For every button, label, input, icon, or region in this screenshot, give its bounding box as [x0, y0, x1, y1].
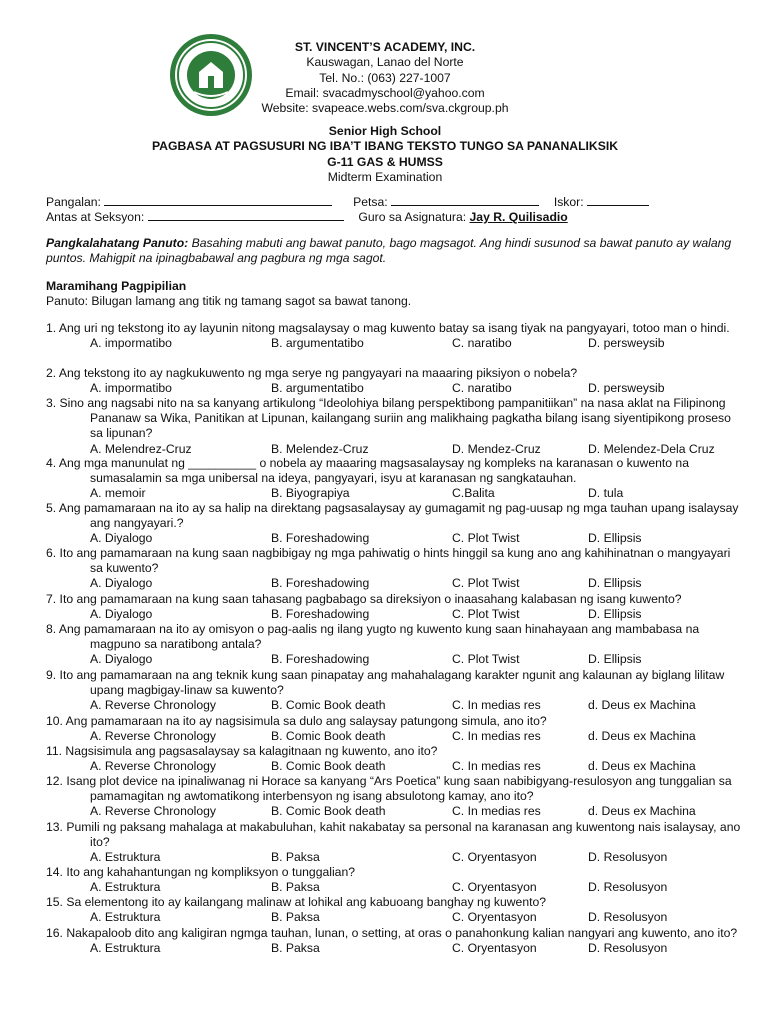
answer-option[interactable]: B. argumentatibo: [271, 336, 364, 351]
answer-option[interactable]: A. Diyalogo: [90, 531, 153, 546]
answer-option[interactable]: A. Reverse Chronology: [90, 698, 216, 713]
answer-option[interactable]: B. Paksa: [271, 941, 320, 956]
answer-option[interactable]: d. Deus ex Machina: [588, 698, 696, 713]
question-stem: [46, 774, 746, 804]
question-text: Nagsisimula ang pagsasalaysay sa kalagitnaan ng kuwento, ano ito?: [62, 744, 438, 758]
question-stem: [46, 456, 746, 486]
school-tel: Tel. No.: (063) 227-1007: [319, 70, 451, 85]
answer-option[interactable]: A. Reverse Chronology: [90, 804, 216, 819]
answer-option[interactable]: D. Resolusyon: [588, 910, 668, 925]
question-number: 5.: [46, 501, 57, 515]
score-field[interactable]: [587, 194, 649, 206]
school-header: [200, 40, 570, 116]
answer-option[interactable]: B. Comic Book death: [271, 759, 386, 774]
answer-options: [46, 486, 746, 501]
answer-option[interactable]: A. Estruktura: [90, 850, 161, 865]
answer-option[interactable]: A. Diyalogo: [90, 652, 153, 667]
answer-option[interactable]: d. Deus ex Machina: [588, 729, 696, 744]
name-label: Pangalan:: [46, 195, 101, 209]
answer-option[interactable]: D. tula: [588, 486, 624, 501]
answer-option[interactable]: C. In medias res: [452, 804, 541, 819]
question-stem: [46, 895, 746, 910]
exam-grade: G-11 GAS & HUMSS: [327, 154, 443, 169]
question-text: Ang pamamaraan na ito ay nagsisimula sa dulo ang salaysay patungong simula, ano ito?: [62, 714, 547, 728]
question-item: [46, 501, 746, 547]
question-number: 8.: [46, 622, 57, 636]
answer-option[interactable]: B. argumentatibo: [271, 381, 364, 396]
answer-option[interactable]: C. naratibo: [452, 336, 512, 351]
answer-option[interactable]: C. Plot Twist: [452, 652, 520, 667]
answer-options: [46, 442, 746, 457]
exam-level: Senior High School: [328, 124, 442, 138]
answer-option[interactable]: d. Deus ex Machina: [588, 759, 696, 774]
question-stem: [46, 865, 746, 880]
question-text: Ito ang pamamaraan na kung saan nagbibigay ng mga pahiwatig o hints hinggil sa kung ano ang kahihinatnan o mangyayari sa kuwento?: [56, 546, 731, 576]
general-instructions-label: Pangkalahatang Panuto:: [46, 236, 189, 250]
answer-option[interactable]: C. In medias res: [452, 698, 541, 713]
answer-option[interactable]: C. Plot Twist: [452, 607, 520, 622]
answer-option[interactable]: B. Paksa: [271, 850, 320, 865]
question-number: 7.: [46, 592, 57, 606]
date-field[interactable]: [391, 194, 539, 206]
answer-option[interactable]: A. Estruktura: [90, 910, 161, 925]
section-title: Maramihang Pagpipilian: [46, 279, 187, 293]
question-item: [46, 592, 746, 622]
answer-option[interactable]: D. Resolusyon: [588, 850, 668, 865]
question-number: 16.: [46, 926, 63, 940]
answer-option[interactable]: D. Ellipsis: [588, 576, 642, 591]
answer-option[interactable]: B. Comic Book death: [271, 729, 386, 744]
school-website: Website: svapeace.webs.com/sva.ckgroup.ph: [261, 101, 509, 116]
answer-option[interactable]: C. In medias res: [452, 729, 541, 744]
exam-subject: PAGBASA AT PAGSUSURI NG IBA’T IBANG TEKSTO TUNGO SA PANANALIKSIK: [151, 139, 619, 154]
answer-options: [46, 941, 746, 956]
answer-option[interactable]: A. Reverse Chronology: [90, 729, 216, 744]
school-address: Kauswagan, Lanao del Norte: [306, 55, 464, 70]
section-instruction: Panuto: Bilugan lamang ang titik ng tamang sagot sa bawat tanong.: [46, 294, 412, 308]
answer-option[interactable]: A. Estruktura: [90, 880, 161, 895]
question-item: [46, 714, 746, 744]
question-stem: [46, 714, 746, 729]
question-number: 12.: [46, 774, 63, 788]
name-field[interactable]: [104, 194, 332, 206]
question-stem: [46, 668, 746, 698]
score-label: Iskor:: [553, 195, 584, 209]
question-number: 10.: [46, 714, 63, 728]
question-text: Pumili ng paksang mahalaga at makabuluhan, kahit nakabatay sa personal na karanasan ang kuwentong nais isalaysay, ano ito?: [62, 820, 741, 850]
question-stem: [46, 366, 746, 381]
answer-options: [46, 910, 746, 925]
question-stem: [46, 592, 746, 607]
answer-option[interactable]: C. Plot Twist: [452, 576, 520, 591]
question-number: 4.: [46, 456, 57, 470]
answer-option[interactable]: A. Reverse Chronology: [90, 759, 216, 774]
answer-option[interactable]: B. Foreshadowing: [271, 531, 370, 546]
question-item: [46, 865, 746, 895]
answer-option[interactable]: B. Foreshadowing: [271, 652, 370, 667]
section-label: Antas at Seksyon:: [46, 210, 145, 224]
answer-option[interactable]: B. Biyograpiya: [271, 486, 350, 501]
teacher-label: Guro sa Asignatura:: [358, 210, 467, 224]
answer-option[interactable]: C.Balita: [452, 486, 495, 501]
question-text: Ito ang kahahantungan ng kompliksyon o tunggalian?: [62, 865, 355, 879]
answer-option[interactable]: B. Foreshadowing: [271, 607, 370, 622]
school-email: Email: svacadmyschool@yahoo.com: [285, 85, 485, 100]
answer-option[interactable]: A. impormatibo: [90, 381, 172, 396]
answer-option[interactable]: B. Paksa: [271, 880, 320, 895]
question-number: 13.: [46, 820, 63, 834]
answer-option[interactable]: A. memoir: [90, 486, 146, 501]
question-item: [46, 456, 746, 502]
question-number: 14.: [46, 865, 63, 879]
answer-option[interactable]: D. Resolusyon: [588, 941, 668, 956]
answer-options: [46, 576, 746, 591]
answer-option[interactable]: D. persweysib: [588, 336, 665, 351]
question-item: [46, 744, 746, 774]
question-stem: [46, 396, 746, 442]
question-text: Sa elementong ito ay kailangang malinaw at lohikal ang kabuoang banghay ng kuwento?: [62, 895, 547, 909]
answer-option[interactable]: B. Foreshadowing: [271, 576, 370, 591]
question-item: [46, 668, 746, 714]
teacher-name: Jay R. Quilisadio: [469, 210, 568, 224]
exam-header: [100, 124, 670, 185]
question-number: 9.: [46, 668, 57, 682]
question-item: [46, 820, 746, 866]
question-item: [46, 895, 746, 925]
answer-option[interactable]: A. Diyalogo: [90, 607, 153, 622]
question-stem: [46, 321, 746, 336]
answer-options: [46, 698, 746, 713]
answer-option[interactable]: B. Comic Book death: [271, 698, 386, 713]
answer-options: [46, 531, 746, 546]
answer-option[interactable]: C. Oryentasyon: [452, 910, 537, 925]
question-number: 3.: [46, 396, 57, 410]
question-number: 6.: [46, 546, 57, 560]
question-item: [46, 622, 746, 668]
question-text: Ang mga manunulat ng __________ o nobela ay maaaring magsasalaysay ng kompleks na karanasan o kuwento na sumasalamin sa mga unibersal na ideya, pangyayari, isyu at karanasan ng sangkatauhan.: [56, 456, 689, 486]
answer-options: [46, 652, 746, 667]
answer-option[interactable]: C. Oryentasyon: [452, 850, 537, 865]
question-text: Ang uri ng tekstong ito ay layunin nitong magsalaysay o mag kuwento batay sa isang tiyak na pangyayari, totoo man o hindi.: [56, 321, 730, 335]
answer-option[interactable]: D. Mendez-Cruz: [452, 441, 541, 456]
question-stem: [46, 926, 746, 941]
question-item: [46, 396, 746, 457]
question-number: 1.: [46, 321, 57, 335]
answer-option[interactable]: C. Oryentasyon: [452, 941, 537, 956]
general-instructions: [46, 236, 746, 267]
answer-option[interactable]: D. Ellipsis: [588, 652, 642, 667]
question-number: 11.: [46, 744, 63, 758]
answer-option[interactable]: C. Oryentasyon: [452, 880, 537, 895]
question-item: [46, 774, 746, 820]
answer-option[interactable]: A. Estruktura: [90, 941, 161, 956]
question-text: Isang plot device na ipinaliwanag ni Horace sa kanyang “Ars Poetica” kung saan nabibigyang-resulosyon ang tunggalian sa pamamagitan ng awtomatikong interbensyon ng isang absulotong kamay, ano ito?: [62, 774, 732, 804]
question-text: Ang pamamaraan na ito ay sa halip na direktang pagsasalaysay ay gumagamit ng pag-uusap ng mga tauhan upang isalaysay ang nangyayari.?: [56, 501, 739, 531]
question-number: 2.: [46, 366, 57, 380]
question-stem: [46, 546, 746, 576]
answer-options: [46, 880, 746, 895]
answer-options: [46, 804, 746, 819]
question-item: [46, 321, 746, 351]
answer-options: [46, 336, 746, 351]
answer-option[interactable]: d. Deus ex Machina: [588, 804, 696, 819]
question-number: 15.: [46, 895, 63, 909]
answer-option[interactable]: A. Melendrez-Cruz: [90, 441, 192, 456]
section-field[interactable]: [148, 209, 344, 221]
student-info-row: [46, 194, 649, 210]
answer-option[interactable]: A. impormatibo: [90, 336, 172, 351]
answer-option[interactable]: C. Plot Twist: [452, 531, 520, 546]
exam-title: Midterm Examination: [327, 169, 443, 184]
question-text: Ito ang pamamaraan na kung saan tahasang pagbabago sa direksiyon o inaasahang kalabasan ng isang kuwento?: [56, 592, 682, 606]
school-name: ST. VINCENT’S ACADEMY, INC.: [294, 40, 476, 54]
answer-options: [46, 759, 746, 774]
answer-option[interactable]: D. Ellipsis: [588, 531, 642, 546]
general-instructions-text: Basahing mabuti ang bawat panuto, bago magsagot. Ang hindi susunod sa bawat panuto ay walang puntos. Mahigpit na ipinagbabawal ang pagbura ng mga sagot.: [46, 236, 732, 266]
question-item: [46, 546, 746, 592]
answer-option[interactable]: C. In medias res: [452, 759, 541, 774]
answer-options: [46, 607, 746, 622]
question-text: Ang pamamaraan na ito ay omisyon o pag-aalis ng ilang yugto ng kuwento kung saan hinahayaan ang mambabasa na magpuno sa naratibong antala?: [56, 622, 700, 652]
question-stem: [46, 501, 746, 531]
question-text: Sino ang nagsabi nito na sa kanyang artikulong “Ideolohiya bilang perspektibong pampanitiikan” na nasa aklat na Filipinong Pananaw sa Wika, Panitikan at Lipunan, kailangang suriin ang malikhaing pagkatha bilang isang siyentipikong proseso sa lipunan?: [56, 396, 731, 441]
answer-options: [46, 850, 746, 865]
question-text: Ang tekstong ito ay nagkukuwento ng mga serye ng pangyayari na maaaring piksiyon o nobela?: [56, 366, 578, 380]
answer-option[interactable]: B. Melendez-Cruz: [271, 441, 369, 456]
answer-options: [46, 381, 746, 396]
date-label: Petsa:: [353, 195, 388, 209]
question-item: [46, 926, 746, 956]
answer-option[interactable]: D. persweysib: [588, 381, 665, 396]
answer-option[interactable]: D. Resolusyon: [588, 880, 668, 895]
answer-option[interactable]: B. Paksa: [271, 910, 320, 925]
question-stem: [46, 622, 746, 652]
answer-option[interactable]: D. Melendez-Dela Cruz: [588, 441, 715, 456]
question-text: Nakapaloob dito ang kaligiran ngmga tauhan, lunan, o setting, at oras o panahonkung kalian nangyari ang kuwento, ano ito?: [62, 926, 738, 940]
question-text: Ito ang pamamaraan na ang teknik kung saan pinapatay ang mahahalagang karakter ngunit ang kalaunan ay biglang lilitaw upang magbigay-linaw sa kuwento?: [56, 668, 725, 698]
answer-option[interactable]: D. Ellipsis: [588, 607, 642, 622]
answer-option[interactable]: B. Comic Book death: [271, 804, 386, 819]
question-item: [46, 366, 746, 396]
section-info-row: [46, 209, 568, 225]
answer-options: [46, 729, 746, 744]
question-stem: [46, 820, 746, 850]
question-stem: [46, 744, 746, 759]
answer-option[interactable]: A. Diyalogo: [90, 576, 153, 591]
answer-option[interactable]: C. naratibo: [452, 381, 512, 396]
